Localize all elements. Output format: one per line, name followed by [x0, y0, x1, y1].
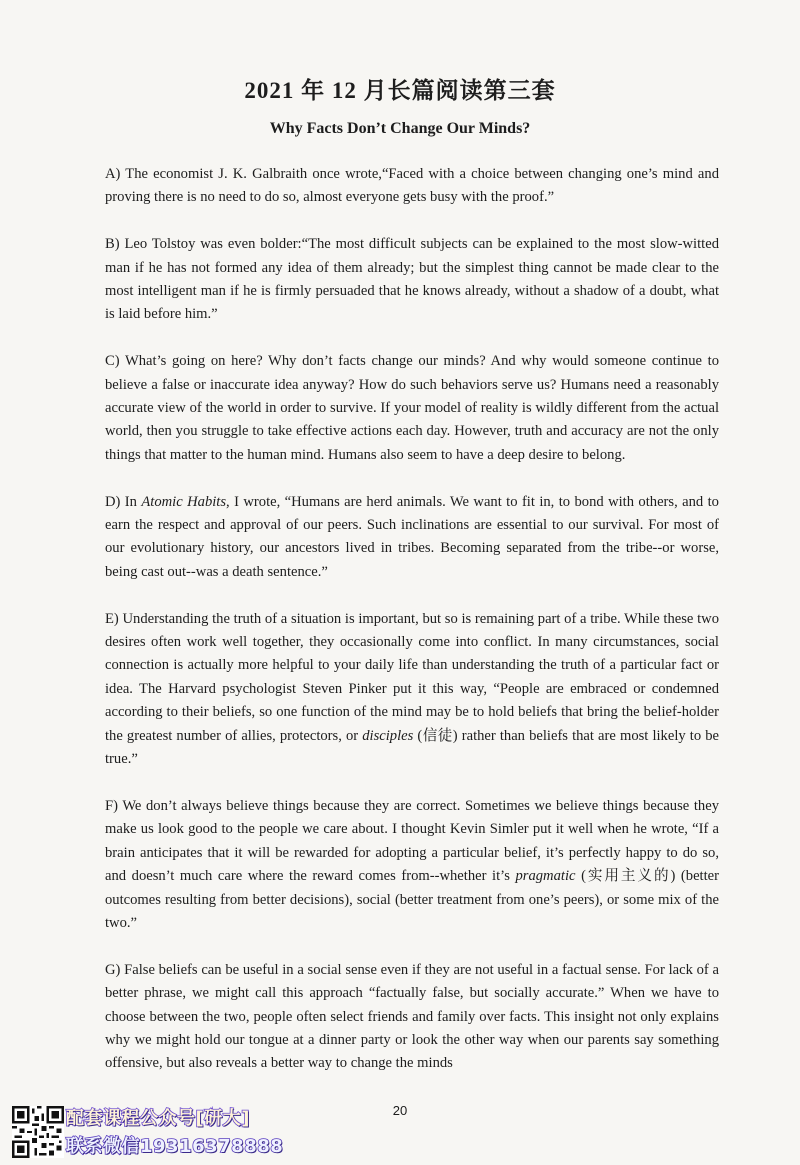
paragraph-b: B) Leo Tolstoy was even bolder:“The most difficult subjects can be explained to the most slow-witted man if he has not formed any idea of them already; but the simplest thing cannot be made clear to the most intelligent man if he is firmly persuaded that he knows already, without a shadow of a doubt, what is laid before him.”: [105, 236, 719, 323]
page-number: 20: [392, 1103, 408, 1118]
watermark-line-1: 配套课程公众号[研大]: [66, 1108, 250, 1129]
paragraph-f-rest: (实用主义的) (better outcomes resulting from better decisions), social (better treatment from one’s peers), or some mix of the two.”: [105, 868, 719, 931]
paragraph-c: C) What’s going on here? Why don’t facts change our minds? And why would someone continue to believe a false or inaccurate idea anyway? How do such behaviors serve us? Humans need a reasonably accurate view of the world in order to survive. If your model of reality is wildly different from the actual world, then you struggle to take effective actions each day. However, truth and accuracy are not the only things that matter to the human mind. Humans also seem to have a deep desire to belong.: [105, 353, 719, 463]
watermark: [12, 1102, 312, 1160]
word-disciples: disciples: [362, 727, 414, 744]
paragraph-d-lead: D) In: [105, 493, 142, 510]
paragraph-g: G) False beliefs can be useful in a social sense even if they are not useful in a factual sense. For lack of a better phrase, we might call this approach “factually false, but socially accurate.” When we have to choose between the two, people often select friends and family over facts. This insight not only explains why we might hold our tongue at a dinner party or look the other way when our parents say something offensive, but also reveals a better way to change the minds: [105, 961, 719, 1072]
paragraph-f: [105, 795, 719, 935]
word-pragmatic: pragmatic: [515, 868, 576, 885]
paragraph-e-rest: (信徒) rather than beliefs that are most likely to be true.”: [105, 727, 719, 768]
article-subtitle: Why Facts Don’t Change Our Minds?: [269, 120, 531, 137]
paragraph-d: [105, 491, 719, 585]
paragraph-a: A) The economist J. K. Galbraith once wrote,“Faced with a choice between changing one’s mind and proving there is no need to do so, almost everyone gets busy with the proof.”: [105, 166, 719, 206]
paragraph-f-lead: F) We don’t always believe things because they are correct. Sometimes we believe things because they make us look good to the people we care about. I thought Kevin Simler put it well when he wrote, “If a brain anticipates that it will be rewarded for adopting a particular belief, it’s perfectly happy to do so, and doesn’t much care where the reward comes from--whether it’s: [105, 797, 719, 885]
qr-code-icon: [12, 1106, 64, 1158]
book-title-atomic-habits: Atomic Habits: [141, 493, 227, 510]
watermark-line-2: 联系微信19316378888: [66, 1136, 284, 1157]
paragraph-d-rest: , I wrote, “Humans are herd animals. We want to fit in, to bond with others, and to earn the respect and approval of our peers. Such inclinations are essential to our survival. For most of our evolutionary history, our ancestors lived in tribes. Becoming separated from the tribe--or worse, being cast out--was a death sentence.”: [105, 493, 719, 580]
article-body: [105, 163, 719, 1099]
paragraph-e: [105, 608, 719, 772]
page-title: 2021 年 12 月长篇阅读第三套: [244, 78, 556, 103]
paragraph-e-lead: E) Understanding the truth of a situation is important, but so is remaining part of a tribe. While these two desires often work well together, they occasionally come into conflict. In many circumstances, social connection is actually more helpful to your daily life than understanding the truth of a particular fact or idea. The Harvard psychologist Steven Pinker put it this way, “People are embraced or condemned according to their beliefs, so one function of the mind may be to hold beliefs that bring the belief-holder the greatest number of allies, protectors, or: [105, 610, 719, 744]
